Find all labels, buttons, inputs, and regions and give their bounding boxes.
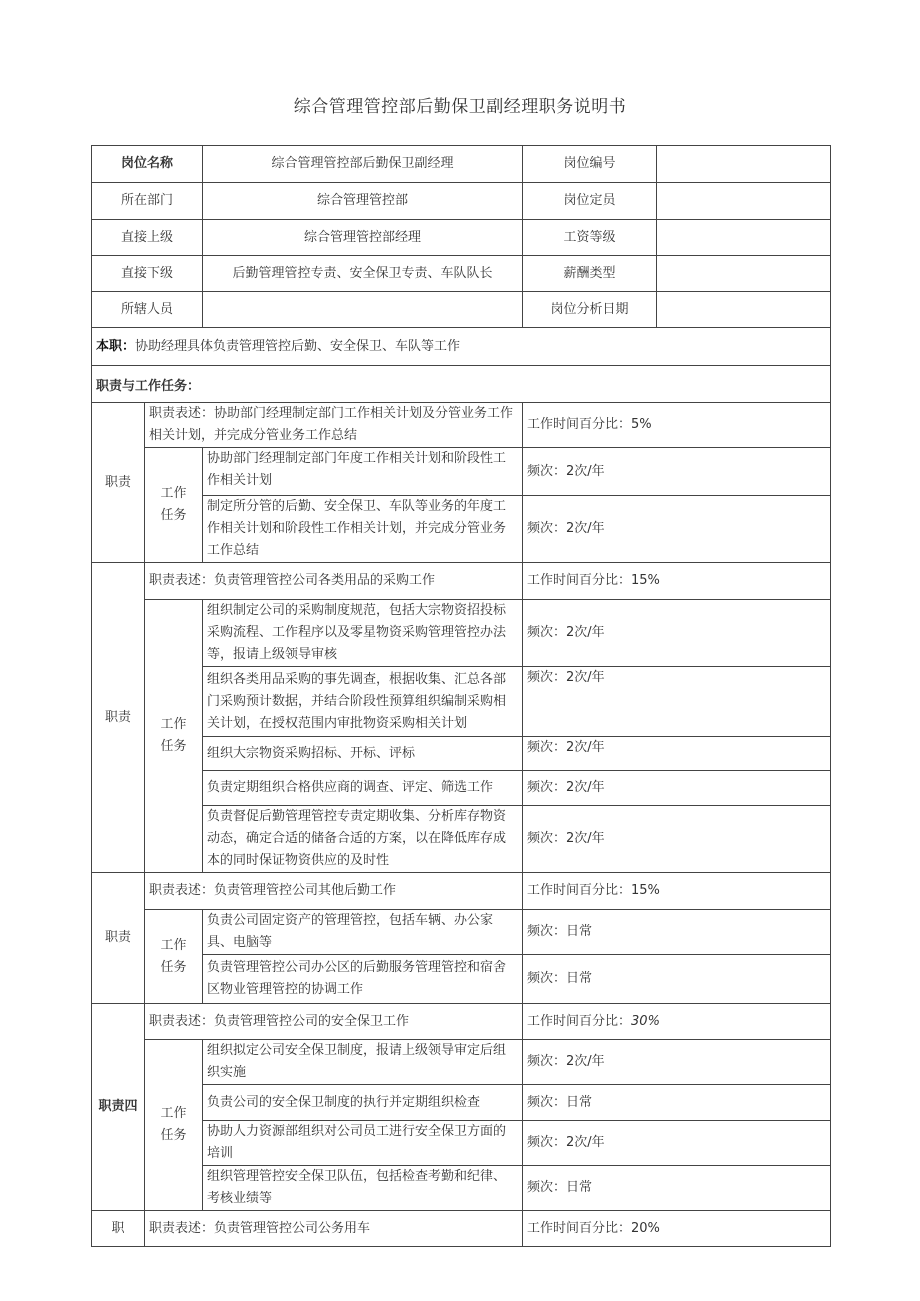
section-3-label: 职责 <box>92 873 145 1004</box>
section-3-statement-row <box>92 873 831 910</box>
section-2-task-5: 负责督促后勤管理管控专责定期收集、分析库存物资动态，确定合适的储备合适的方案，以在降低库存成本的同时保证物资供应的及时性 <box>203 806 523 873</box>
section-4-task-2-freq: 频次：日常 <box>523 1085 831 1121</box>
header-row-subordinate <box>92 256 831 292</box>
section-1-task-label <box>145 448 203 563</box>
section-2-task-4: 负责定期组织合格供应商的调查、评定、筛选工作 <box>203 771 523 806</box>
duty-label: 本职： <box>96 338 136 354</box>
post-name-label: 岗位名称 <box>92 146 203 183</box>
section-4-task-2: 负责公司的安全保卫制度的执行并定期组织检查 <box>203 1085 523 1121</box>
section-4-task-4: 组织管理管控安全保卫队伍，包括检查考勤和纪律、考核业绩等 <box>203 1166 523 1211</box>
task-label-line2: 任务 <box>160 959 187 975</box>
section-4-task-row <box>92 1121 831 1166</box>
section-4-statement-row <box>92 1004 831 1040</box>
section-2-statement-row <box>92 563 831 600</box>
section-4-task-row <box>92 1040 831 1085</box>
section-3-task-row <box>92 910 831 955</box>
section-2-task-1-freq: 频次：2次/年 <box>523 600 831 667</box>
section-4-task-4-freq: 频次：日常 <box>523 1166 831 1211</box>
section-3-percent: 工作时间百分比：15% <box>523 873 831 910</box>
duty-row <box>92 328 831 366</box>
subordinate-label: 直接下级 <box>92 256 203 292</box>
section-1-task-2: 制定所分管的后勤、安全保卫、车队等业务的年度工作相关计划和阶段性工作相关计划，并完成分管业务工作总结 <box>203 496 523 563</box>
superior-value: 综合管理管控部经理 <box>203 220 523 256</box>
section-2-label: 职责 <box>92 563 145 873</box>
header-row-staff <box>92 292 831 328</box>
section-4-task-1: 组织拟定公司安全保卫制度，报请上级领导审定后组织实施 <box>203 1040 523 1085</box>
section-3-task-1-freq: 频次：日常 <box>523 910 831 955</box>
section-1-statement-row <box>92 403 831 448</box>
section-4-statement: 职责表述：负责管理管控公司的安全保卫工作 <box>145 1004 523 1040</box>
section-5-statement-row <box>92 1211 831 1247</box>
section-2-task-label <box>145 600 203 873</box>
section-4-task-3-freq: 频次：2次/年 <box>523 1121 831 1166</box>
post-no-label: 岗位编号 <box>523 146 657 183</box>
section-3-task-label <box>145 910 203 1004</box>
salary-grade-label: 工资等级 <box>523 220 657 256</box>
section-2-task-row <box>92 737 831 771</box>
section-2-task-3-freq: 频次：2次/年 <box>523 737 831 771</box>
section-4-task-1-freq: 频次：2次/年 <box>523 1040 831 1085</box>
pay-type-value <box>657 256 831 292</box>
analysis-date-label: 岗位分析日期 <box>523 292 657 328</box>
section-2-task-row <box>92 667 831 737</box>
section-5-percent: 工作时间百分比：20% <box>523 1211 831 1247</box>
document-title: 综合管理管控部后勤保卫副经理职务说明书 <box>293 97 627 117</box>
section-5-statement: 职责表述：负责管理管控公司公务用车 <box>145 1211 523 1247</box>
section-4-task-row <box>92 1166 831 1211</box>
post-no-value <box>657 146 831 183</box>
superior-label: 直接上级 <box>92 220 203 256</box>
section-2-task-5-freq: 频次：2次/年 <box>523 806 831 873</box>
task-label-line1: 工作 <box>160 486 187 501</box>
section-5-label: 职 <box>92 1211 145 1247</box>
section-2-task-3: 组织大宗物资采购招标、开标、评标 <box>203 737 523 771</box>
section-1-statement: 职责表述：协助部门经理制定部门工作相关计划及分管业务工作相关计划，并完成分管业务工作总结 <box>145 403 523 448</box>
job-description-table <box>91 145 831 1247</box>
task-label-line2: 任务 <box>160 1128 187 1143</box>
section-2-percent: 工作时间百分比：15% <box>523 563 831 600</box>
duties-header: 职责与工作任务： <box>92 366 831 403</box>
section-4-task-row <box>92 1085 831 1121</box>
section-1-task-row <box>92 448 831 496</box>
section-2-task-row <box>92 806 831 873</box>
section-2-task-row <box>92 771 831 806</box>
section-2-task-4-freq: 频次：2次/年 <box>523 771 831 806</box>
section-2-task-2: 组织各类用品采购的事先调查，根据收集、汇总各部门采购预计数据，并结合阶段性预算组织编制采购相关计划，在授权范围内审批物资采购相关计划 <box>203 667 523 737</box>
dept-label: 所在部门 <box>92 183 203 220</box>
section-1-task-row <box>92 496 831 563</box>
header-row-superior <box>92 220 831 256</box>
section-4-percent-value: 30% <box>631 1013 660 1029</box>
section-3-task-2-freq: 频次：日常 <box>523 955 831 1004</box>
header-row-dept <box>92 183 831 220</box>
section-1-task-2-freq: 频次：2次/年 <box>523 496 831 563</box>
task-label-line1: 工作 <box>160 1106 187 1121</box>
salary-grade-value <box>657 220 831 256</box>
section-1-task-1-freq: 频次：2次/年 <box>523 448 831 496</box>
section-2-statement: 职责表述：负责管理管控公司各类用品的采购工作 <box>145 563 523 600</box>
section-3-task-row <box>92 955 831 1004</box>
task-label-line1: 工作 <box>160 937 187 953</box>
section-3-statement: 职责表述：负责管理管控公司其他后勤工作 <box>145 873 523 910</box>
section-4-percent-prefix: 工作时间百分比： <box>527 1013 632 1029</box>
section-2-task-2-freq: 频次：2次/年 <box>523 667 831 737</box>
task-label-line2: 任务 <box>160 508 187 523</box>
section-4-label: 职责四 <box>92 1004 145 1211</box>
pay-type-label: 薪酬类型 <box>523 256 657 292</box>
section-3-task-2: 负责管理管控公司办公区的后勤服务管理管控和宿舍区物业管理管控的协调工作 <box>203 955 523 1004</box>
header-row-post-name <box>92 146 831 183</box>
quota-label: 岗位定员 <box>523 183 657 220</box>
section-3-task-1: 负责公司固定资产的管理管控，包括车辆、办公家具、电脑等 <box>203 910 523 955</box>
task-label-line2: 任务 <box>160 739 187 754</box>
section-4-task-label <box>145 1040 203 1211</box>
section-1-task-1: 协助部门经理制定部门年度工作相关计划和阶段性工作相关计划 <box>203 448 523 496</box>
section-1-percent: 工作时间百分比：5% <box>523 403 831 448</box>
duty-text: 协助经理具体负责管理管控后勤、安全保卫、车队等工作 <box>135 338 461 354</box>
dept-value: 综合管理管控部 <box>203 183 523 220</box>
section-2-task-row <box>92 600 831 667</box>
section-1-label: 职责 <box>92 403 145 563</box>
subordinate-value: 后勤管理管控专责、安全保卫专责、车队队长 <box>203 256 523 292</box>
analysis-date-value <box>657 292 831 328</box>
task-label-line1: 工作 <box>160 717 187 732</box>
section-4-task-3: 协助人力资源部组织对公司员工进行安全保卫方面的培训 <box>203 1121 523 1166</box>
section-4-percent <box>523 1004 831 1040</box>
duty-cell <box>92 328 831 366</box>
post-name-value: 综合管理管控部后勤保卫副经理 <box>203 146 523 183</box>
staff-value <box>203 292 523 328</box>
quota-value <box>657 183 831 220</box>
section-2-task-1: 组织制定公司的采购制度规范，包括大宗物资招投标采购流程、工作程序以及零星物资采购管理管控办法等，报请上级领导审核 <box>203 600 523 667</box>
staff-label: 所辖人员 <box>92 292 203 328</box>
duties-header-row <box>92 366 831 403</box>
